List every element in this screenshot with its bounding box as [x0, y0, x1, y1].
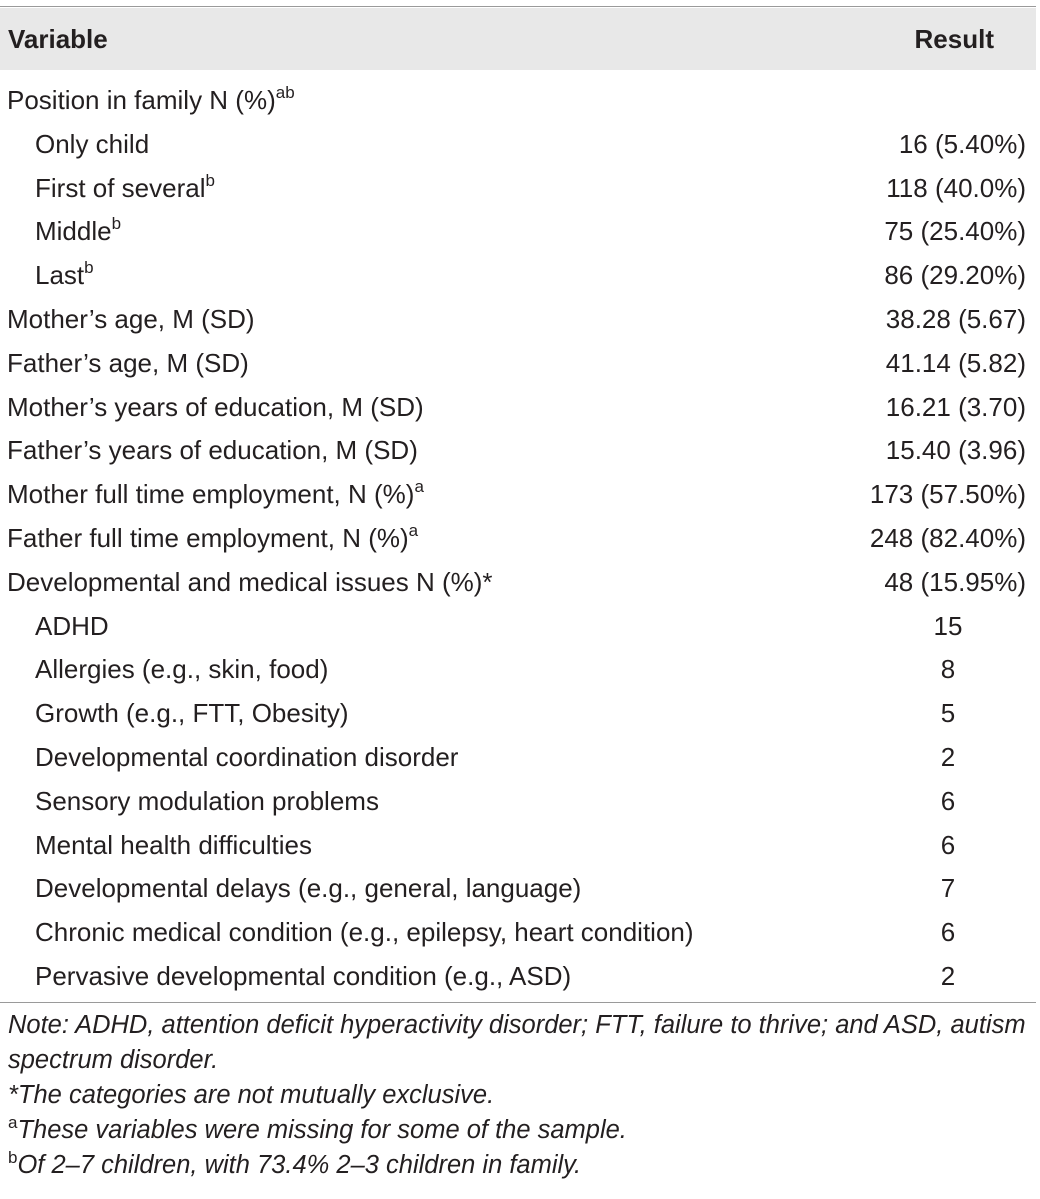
note-star: *The categories are not mutually exclusive.	[8, 1081, 495, 1109]
row-label	[35, 170, 215, 204]
row-value: 248 (82.40%)	[869, 522, 1026, 553]
row-label	[35, 742, 458, 773]
row-value: 6	[940, 785, 956, 816]
table-row	[0, 426, 1036, 470]
note-b-text: Of 2–7 children, with 73.4% 2–3 children in family.	[17, 1151, 582, 1179]
row-label	[35, 873, 581, 904]
table-row	[0, 908, 1036, 952]
row-value: 8	[940, 654, 956, 685]
row-label-text: Position in family N (%)	[7, 85, 276, 115]
row-value: 2	[940, 960, 956, 991]
table-row	[0, 952, 1036, 996]
row-value: 15.40 (3.96)	[885, 435, 1026, 466]
header-variable: Variable	[8, 24, 108, 54]
note-b-mark: b	[8, 1148, 18, 1167]
row-label-text: Developmental and medical issues N (%)*	[7, 566, 493, 597]
row-value: 16 (5.40%)	[898, 128, 1026, 159]
table-row	[0, 821, 1036, 865]
note-abbreviations: Note: ADHD, attention deficit hyperactivity disorder; FTT, failure to thrive; and ASD, autism spectrum disorder.	[8, 1011, 1026, 1074]
row-label-text: Only child	[35, 128, 150, 159]
table-row	[0, 76, 1036, 120]
row-label-text: Last	[35, 260, 85, 291]
table-row	[0, 645, 1036, 689]
row-label-text: Mother’s years of education, M (SD)	[7, 391, 424, 422]
row-label-text: Developmental coordination disorder	[35, 741, 459, 772]
table-body	[0, 76, 1036, 996]
row-label	[7, 520, 419, 554]
row-value: 118 (40.0%)	[886, 172, 1026, 203]
row-footnote-mark: b	[111, 214, 122, 234]
row-value: 16.21 (3.70)	[885, 391, 1026, 422]
row-label	[7, 348, 249, 379]
row-label	[35, 260, 94, 291]
table-row	[0, 207, 1036, 251]
table-top-rule	[0, 6, 1036, 7]
table-row	[0, 777, 1036, 821]
table-row	[0, 164, 1036, 208]
row-label	[35, 830, 312, 861]
row-label-text: ADHD	[35, 610, 109, 641]
row-label	[35, 654, 328, 685]
row-footnote-mark: b	[205, 170, 215, 190]
row-value: 48 (15.95%)	[884, 566, 1026, 597]
row-label-text: Father’s age, M (SD)	[7, 347, 249, 378]
row-value: 41.14 (5.82)	[885, 347, 1026, 378]
table-row	[0, 339, 1036, 383]
row-label	[35, 129, 149, 160]
row-value: 7	[940, 873, 956, 904]
row-label-text: Mental health difficulties	[35, 829, 313, 860]
row-label-text: Chronic medical condition (e.g., epilepsy, heart condition)	[35, 917, 694, 948]
row-footnote-mark: a	[408, 520, 419, 540]
row-footnote-mark: ab	[275, 83, 295, 102]
header-result: Result	[914, 24, 994, 54]
row-label-text: Father’s years of education, M (SD)	[7, 435, 418, 466]
row-label-text: Developmental delays (e.g., general, language)	[35, 873, 582, 904]
row-label	[7, 479, 424, 510]
row-value: 75 (25.40%)	[884, 216, 1026, 247]
row-value: 15	[933, 610, 963, 641]
row-footnote-mark: b	[84, 258, 94, 278]
row-label	[7, 304, 255, 335]
note-a	[8, 1113, 1034, 1148]
table-row	[0, 295, 1036, 339]
table-row	[0, 864, 1036, 908]
row-value: 38.28 (5.67)	[885, 303, 1026, 334]
row-label-text: Father full time employment, N (%)	[7, 522, 409, 553]
row-value: 173 (57.50%)	[869, 479, 1026, 510]
row-label-text: Growth (e.g., FTT, Obesity)	[35, 698, 349, 729]
row-footnote-mark: a	[414, 477, 424, 497]
row-label-text: Mother full time employment, N (%)	[7, 479, 415, 510]
row-label-text: Allergies (e.g., skin, food)	[35, 654, 329, 685]
row-label-text: Sensory modulation problems	[35, 785, 379, 816]
row-label	[7, 85, 295, 116]
row-label	[35, 698, 349, 729]
row-label-text: First of several	[35, 172, 206, 203]
row-label	[35, 216, 121, 247]
row-value: 6	[940, 829, 956, 860]
table-row	[0, 514, 1036, 558]
row-value: 5	[940, 698, 956, 729]
table-row	[0, 558, 1036, 602]
row-label-text: Mother’s age, M (SD)	[7, 303, 255, 334]
table-header	[0, 8, 1036, 70]
table-notes	[8, 1008, 1034, 1183]
row-value: 6	[940, 917, 956, 948]
table-row	[0, 120, 1036, 164]
row-label	[35, 786, 379, 817]
table-row	[0, 733, 1036, 777]
note-a-text: These variables were missing for some of the sample.	[17, 1116, 627, 1144]
row-label	[35, 917, 694, 948]
note-b	[8, 1148, 1034, 1183]
row-value: 86 (29.20%)	[884, 260, 1026, 291]
row-label	[7, 392, 424, 423]
table-bottom-rule	[0, 1002, 1036, 1003]
table-row	[0, 602, 1036, 646]
row-label	[35, 961, 571, 992]
row-label	[7, 567, 493, 598]
row-label	[7, 435, 418, 466]
table-row	[0, 689, 1036, 733]
row-value: 2	[940, 741, 956, 772]
table-row	[0, 383, 1036, 427]
table-row	[0, 470, 1036, 514]
row-label-text: Pervasive developmental condition (e.g., ASD)	[35, 960, 572, 991]
row-label-text: Middle	[35, 216, 112, 247]
table-row	[0, 251, 1036, 295]
row-label	[35, 611, 109, 642]
note-a-mark: a	[8, 1113, 18, 1132]
